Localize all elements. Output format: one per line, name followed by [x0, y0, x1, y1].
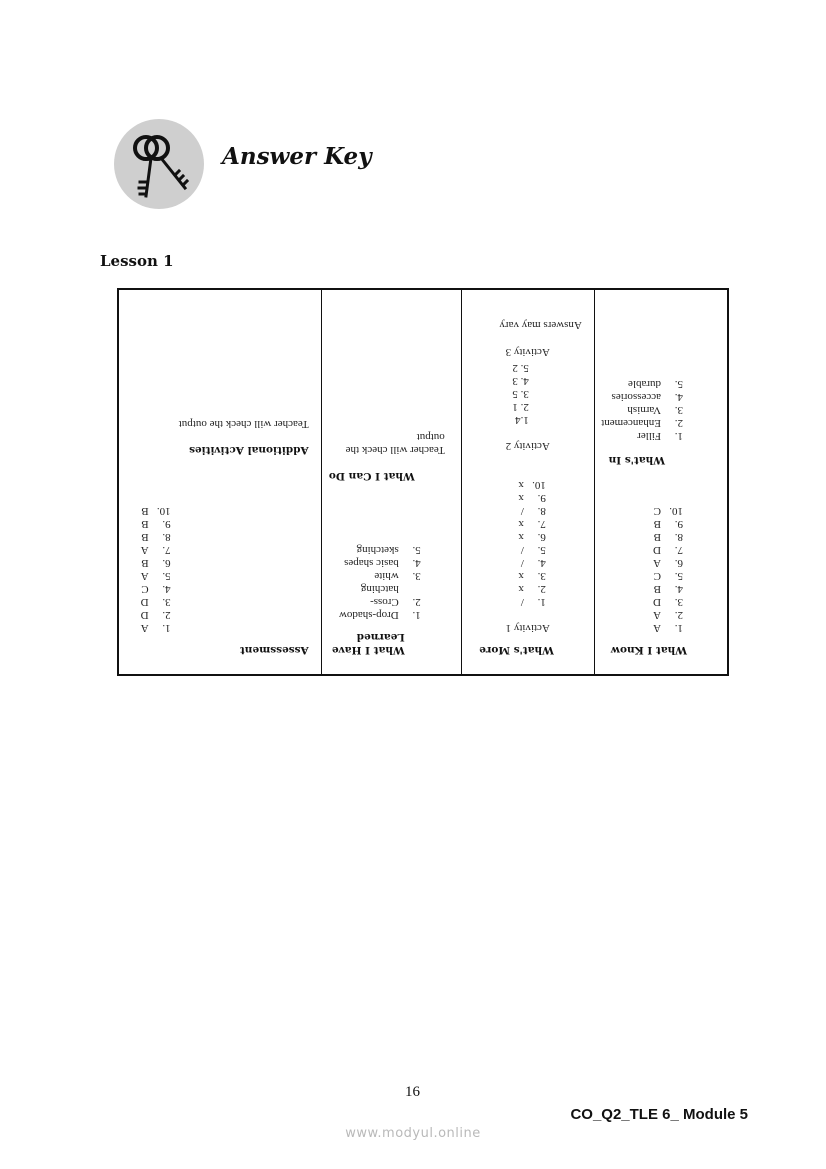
heading-what-i-have-learned: What I Have — [331, 644, 405, 656]
list-item: 7.A — [140, 544, 171, 556]
list-item: 3.white — [374, 570, 421, 582]
list-item: 8.B — [653, 531, 683, 543]
list-item: 1.Filler — [637, 430, 683, 442]
list-item: 3.D — [140, 596, 171, 608]
heading-additional-activities: Additional Activities — [189, 444, 309, 456]
list-item: 7.x — [518, 518, 546, 530]
watermark: www.modyul.online — [345, 1126, 481, 1141]
list-item: 2.D — [140, 609, 171, 621]
list-item: 3.x — [518, 570, 546, 582]
list-item: 7.D — [653, 544, 683, 556]
list-item: 8./ — [520, 505, 546, 517]
list-item: hatching — [360, 583, 399, 595]
list-item: 5.sketching — [356, 544, 421, 556]
list-item: 4.accessories — [611, 391, 683, 403]
list-item: 6.x — [518, 531, 546, 543]
activity-1-label: Activity 1 — [505, 622, 550, 634]
heading-assessment: Assessment — [239, 644, 309, 656]
list-item: 1.A — [653, 622, 683, 634]
teacher-check-note-line2: output — [416, 431, 445, 443]
list-item: 4./ — [520, 557, 546, 569]
list-item: 4. 3 — [512, 375, 529, 387]
answers-vary-note: Answers may vary — [499, 319, 582, 331]
list-item: 2.A — [653, 609, 683, 621]
list-item: 1.Drop-shadow — [338, 609, 421, 621]
list-item: 8.B — [141, 531, 171, 543]
list-item: 2.x — [518, 583, 546, 595]
list-item: 9.x — [518, 492, 546, 504]
list-item: 2. 1 — [512, 401, 529, 413]
list-item: 4.C — [141, 583, 171, 595]
list-item: 6.A — [653, 557, 683, 569]
list-item: 5./ — [520, 544, 546, 556]
list-item: 10.B — [141, 505, 171, 517]
list-item: 5.A — [140, 570, 171, 582]
list-item: 4.basic shapes — [344, 557, 421, 569]
column-what-i-have-learned — [321, 290, 461, 674]
list-item: 5.durable — [628, 378, 683, 390]
list-item: 3.D — [653, 596, 683, 608]
list-item: 1./ — [520, 596, 546, 608]
heading-what-i-have-learned-line2: Learned — [356, 631, 405, 643]
column-whats-more — [461, 290, 594, 674]
list-item: 3. 5 — [512, 388, 529, 400]
keys-logo-icon — [113, 118, 205, 210]
list-item: 9.B — [653, 518, 683, 530]
list-item: 5. 2 — [512, 362, 529, 374]
list-item: 9.B — [141, 518, 171, 530]
list-item: 1.A — [140, 622, 171, 634]
list-item: 10.x — [518, 479, 546, 491]
heading-what-i-can-do: What I Can Do — [328, 470, 415, 482]
answer-key-table — [117, 288, 729, 676]
list-item: 3.Varnish — [627, 404, 683, 416]
list-item: 2.Cross- — [370, 596, 421, 608]
column-assessment — [119, 290, 321, 674]
teacher-check-note: Teacher will check the output — [178, 418, 309, 430]
list-item: 2.Enhancement — [601, 417, 683, 429]
list-item: 10.C — [653, 505, 683, 517]
list-item: 6.B — [141, 557, 171, 569]
page-title: Answer Key — [222, 143, 372, 170]
activity-2-label: Activity 2 — [505, 440, 550, 452]
column-what-i-know — [594, 290, 727, 674]
list-item: 1.4 — [515, 414, 529, 426]
list-item: 5.C — [653, 570, 683, 582]
page-number: 16 — [405, 1084, 420, 1100]
module-code: CO_Q2_TLE 6_ Module 5 — [570, 1106, 748, 1123]
lesson-heading: Lesson 1 — [100, 252, 174, 270]
heading-whats-in: What's In — [608, 454, 665, 466]
teacher-check-note: Teacher will check the — [345, 444, 445, 456]
list-item: 4.B — [653, 583, 683, 595]
heading-whats-more: What's More — [479, 644, 554, 656]
activity-3-label: Activity 3 — [505, 346, 550, 358]
heading-what-i-know: What I Know — [610, 644, 687, 656]
